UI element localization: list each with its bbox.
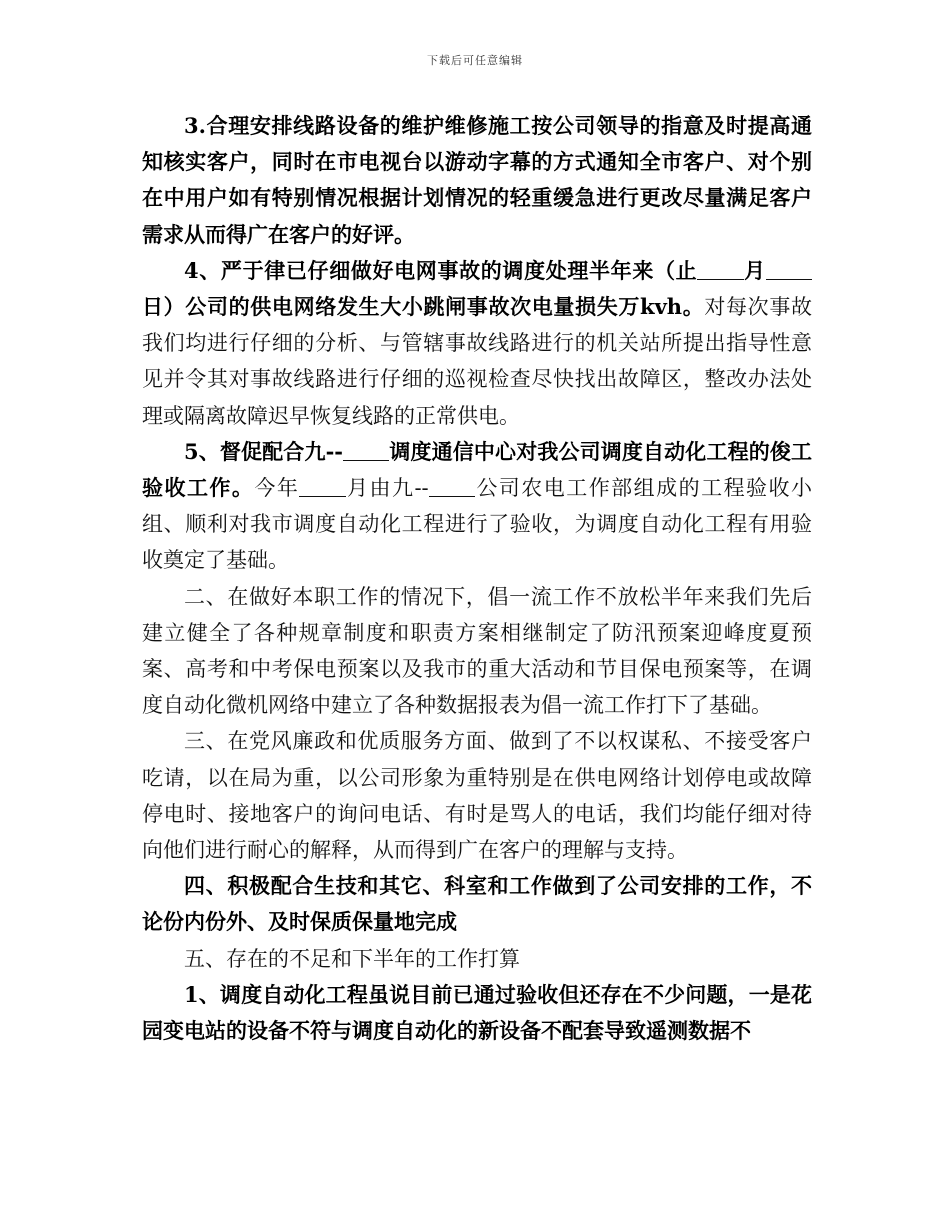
paragraph-text: 3.合理安排线路设备的维护维修施工按公司领导的指意及时提高通知核实客户，同时在市电视台以游动字幕的方式通知全市客户、对个别在中用户如有特别情况根据计划情况的轻重缓急进行更改尽量满足客户需求从而得广在客户的好评。: [142, 113, 812, 247]
paragraph-text: 三、在党风廉政和优质服务方面、做到了不以权谋私、不接受客户吃请，以在局为重，以公司形象为重特别是在供电网络计划停电或故障停电时、接地客户的询问电话、有时是骂人的电话，我们均能仔细对待向他们进行耐心的解释，从而得到广在客户的理解与支持。: [142, 729, 812, 863]
document-body: [142, 108, 812, 1049]
paragraph-3-maintenance: [142, 108, 812, 253]
paragraph-section-four: [142, 868, 812, 940]
fill-in-blank: [343, 439, 389, 461]
paragraph-text: 月: [743, 257, 766, 283]
paragraph-section-five-item-1: [142, 977, 812, 1049]
paragraph-text: 日）公司的供电网络发生大小跳闸事故次电量损失万kvh。: [142, 294, 705, 320]
fill-in-blank: [429, 475, 475, 497]
paragraph-text: 调度通信中心对我公司调度自动化工程的俊工验收工作。: [142, 438, 813, 501]
paragraph-5-acceptance: [142, 434, 812, 579]
paragraph-text: 四、积极配合生技和其它、科室和工作做到了公司安排的工作，不论份内份外、及时保质保量地完成: [142, 873, 812, 935]
fill-in-blank: [766, 258, 812, 280]
paragraph-section-two: [142, 579, 812, 724]
fill-in-blank: [697, 258, 743, 280]
paragraph-section-five-heading: [142, 941, 812, 977]
paragraph-text: 1、调度自动化工程虽说目前已通过验收但还存在不少问题，一是花园变电站的设备不符与调度自动化的新设备不配套导致遥测数据不: [142, 981, 812, 1044]
paragraph-text: 今年: [254, 476, 300, 501]
paragraph-text: 五、存在的不足和下半年的工作打算: [184, 946, 520, 971]
paragraph-text: 4、严于律已仔细做好电网事故的调度处理半年来（止: [184, 257, 698, 283]
paragraph-text: 对每次事故我们均进行仔细的分析、与管辖事故线路进行的机关站所提出指导性意见并令其对事故线路进行仔细的巡视检查尽快找出故障区，整改办法处理或隔离故障迟早恢复线路的正常供电。: [142, 295, 812, 428]
paragraph-text: 二、在做好本职工作的情况下，倡一流工作不放松半年来我们先后建立健全了各种规章制度和职责方案相继制定了防汛预案迎峰度夏预案、高考和中考保电预案以及我市的重大活动和节目保电预案等，在调度自动化微机网络中建立了各种数据报表为倡一流工作打下了基础。: [142, 584, 812, 718]
paragraph-text: 5、督促配合九--: [184, 438, 344, 464]
paragraph-text: 公司农电工作部组成的工程验收小组、顺利对我市调度自动化工程进行了验收，为调度自动化工程有用验收奠定了基础。: [142, 476, 813, 573]
paragraph-section-three: [142, 723, 812, 868]
paragraph-text: 月由九--: [345, 476, 429, 501]
paragraph-4-fault-dispatch: [142, 253, 812, 434]
page-header: 下载后可任意编辑: [427, 54, 523, 67]
fill-in-blank: [299, 475, 345, 497]
